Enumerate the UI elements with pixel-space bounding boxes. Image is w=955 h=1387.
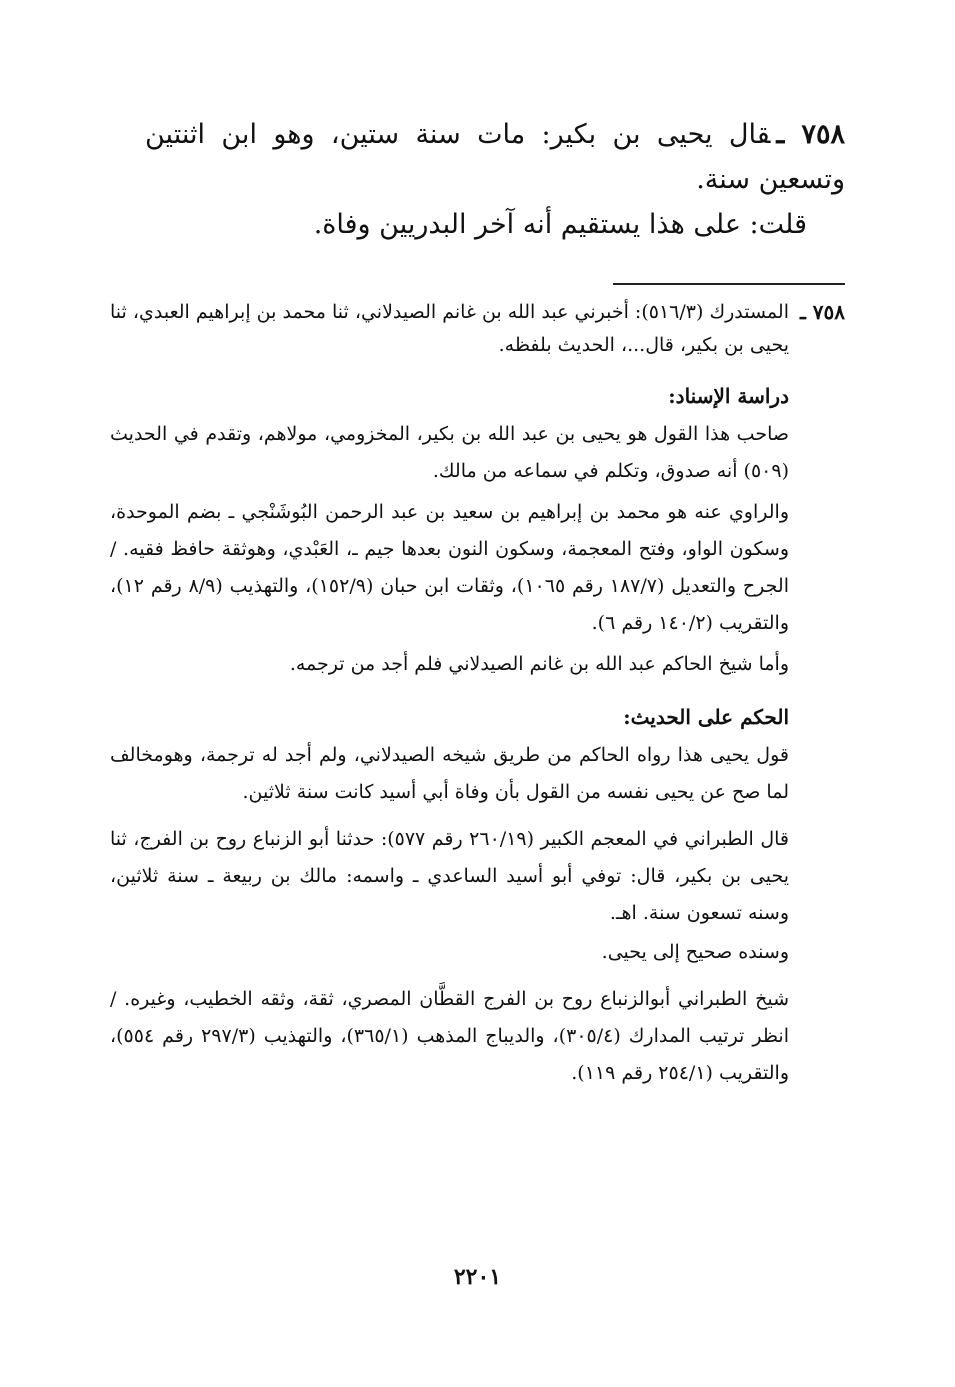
footnote-separator — [613, 283, 845, 285]
footnote-source: المستدرك (٥١٦/٣): أخبرني عبد الله بن غانم الصيدلاني، ثنا محمد بن إبراهيم العبدي، ثنا يحيى بن بكير، قال...، الحديث بلفظه. — [110, 301, 789, 356]
main-entry — [145, 112, 845, 247]
isnad-study-section — [110, 380, 789, 683]
isnad-study-heading: دراسة الإسناد: — [668, 384, 789, 408]
entry-text: قال يحيى بن بكير: مات سنة ستين، وهو ابن اثنتين وتسعين سنة. — [145, 119, 845, 195]
ruling-paragraph: وسنده صحيح إلى يحيى. — [601, 941, 789, 963]
isnad-paragraph: والراوي عنه هو محمد بن إبراهيم بن سعيد بن عبد الرحمن البُوشَنْجي ـ بضم الموحدة، وسكون الواو، وفتح المعجمة، وسكون النون بعدها جيم ـ، العَبْدي، وهوثقة حافظ فقيه. / الجرح والتعديل (١٨٧/٧ رقم ١٠٦٥)، وثقات ابن حبان (١٥٢/٩)، والتهذيب (٨/٩ رقم ١٢)، والتقريب (١٤٠/٢ رقم ٦). — [110, 501, 789, 634]
footnote-number: ٧٥٨ ـ — [799, 300, 845, 324]
page-number: ٢٢٠١ — [453, 1264, 502, 1290]
commentary — [110, 296, 845, 1096]
ruling-paragraph: قول يحيى هذا رواه الحاكم من طريق شيخه الصيدلاني، ولم أجد له ترجمة، وهومخالف لما صح عن يحيى نفسه من القول بأن وفاة أبي أسيد كانت سنة ثلاثين. — [110, 744, 789, 803]
entry-number: ٧٥٨ ـ — [776, 119, 846, 150]
hadith-ruling-section — [110, 701, 789, 1092]
hadith-ruling-heading: الحكم على الحديث: — [623, 705, 789, 729]
ruling-paragraph: شيخ الطبراني أبوالزنباع روح بن الفرج القطَّان المصري، ثقة، وثقه الخطيب، وغيره. / انظر ترتيب المدارك (٣٠٥/٤)، والديباج المذهب (٣٦٥/١)، والتهذيب (٢٩٧/٣ رقم ٥٥٤)، والتقريب (٢٥٤/١ رقم ١١٩). — [110, 988, 789, 1084]
isnad-paragraph: صاحب هذا القول هو يحيى بن عبد الله بن بكير، المخزومي، مولاهم، وتقدم في الحديث (٥٠٩) أنه صدوق، وتكلم في سماعه من مالك. — [110, 423, 789, 482]
entry-note: قلت: على هذا يستقيم أنه آخر البدريين وفاة. — [313, 209, 807, 240]
ruling-paragraph: قال الطبراني في المعجم الكبير (٢٦٠/١٩ رقم ٥٧٧): حدثنا أبو الزنباع روح بن الفرج، ثنا يحيى بن بكير، قال: توفي أبو أسيد الساعدي ـ واسمه: مالك بن ربيعة ـ سنة ثلاثين، وسنه تسعون سنة. اهـ. — [110, 828, 790, 924]
isnad-paragraph: وأما شيخ الحاكم عبد الله بن غانم الصيدلاني فلم أجد من ترجمه. — [289, 653, 789, 675]
footnote — [110, 296, 845, 362]
